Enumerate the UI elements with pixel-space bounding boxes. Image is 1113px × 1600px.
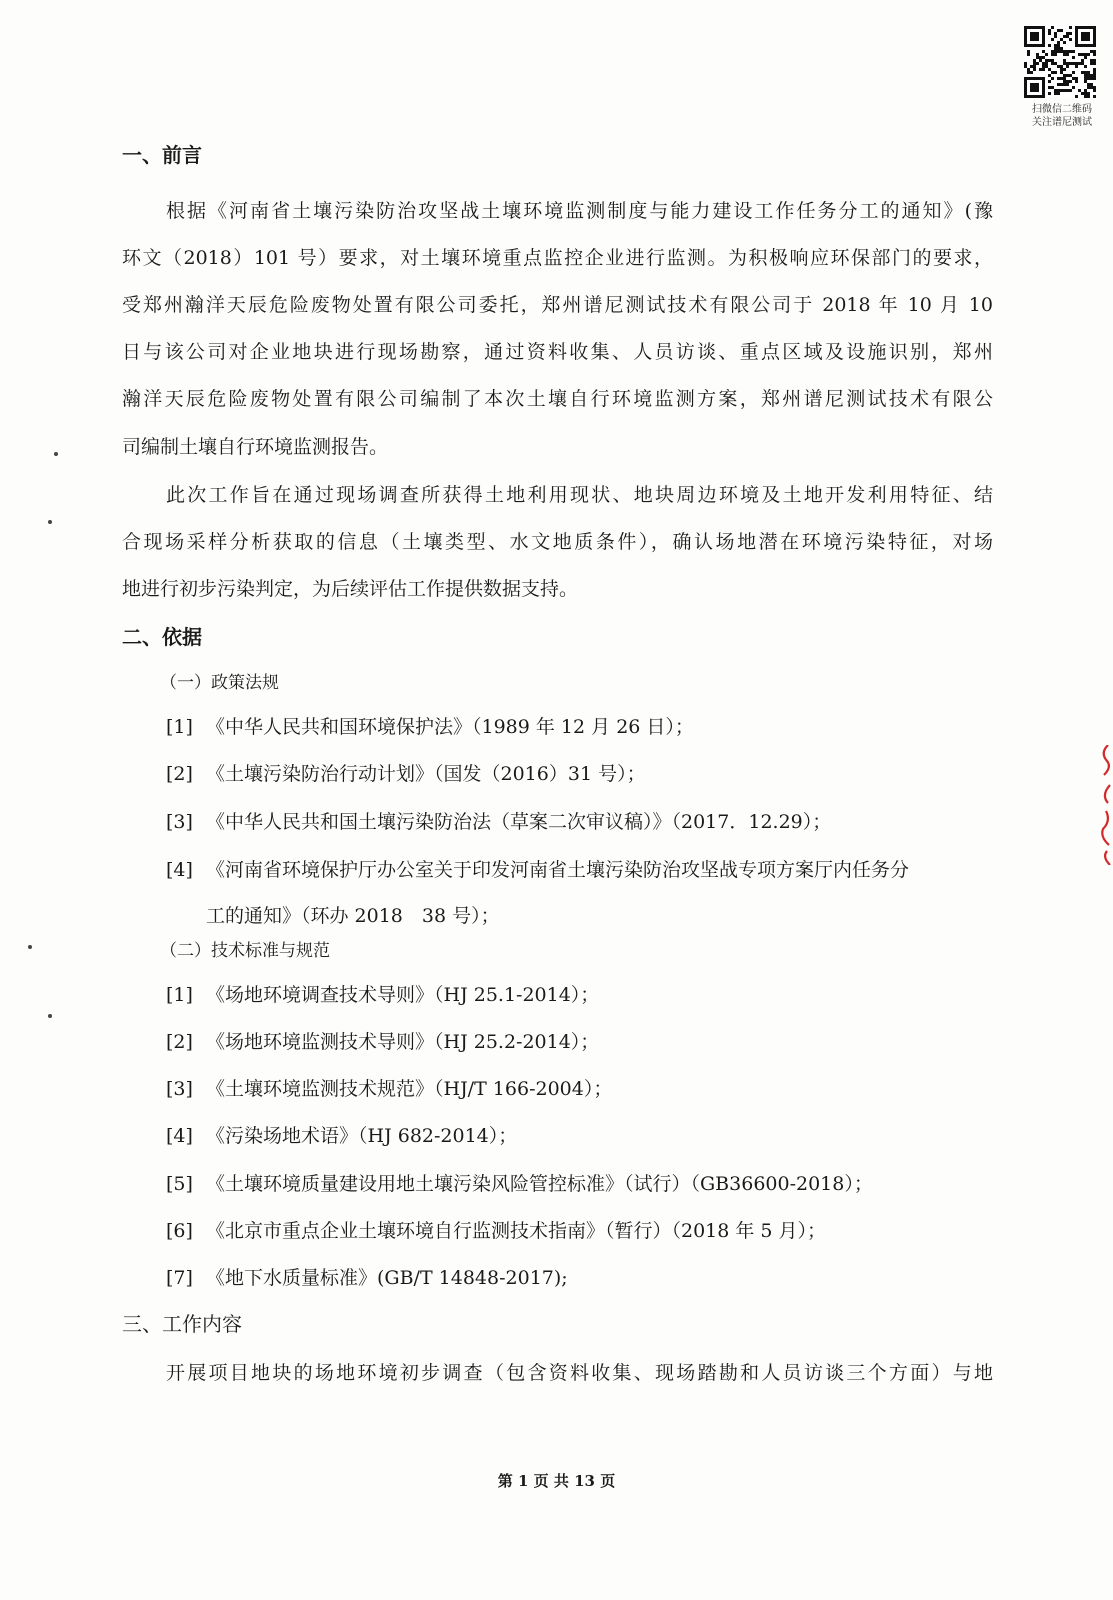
reference-item — [166, 1123, 517, 1149]
qr-caption-line2: 关注谱尼测试 — [1032, 117, 1092, 128]
reference-text: 《污染场地术语》（HJ 682-2014）； — [206, 1125, 518, 1147]
reference-text: 《地下水质量标准》(GB/T 14848-2017); — [206, 1267, 568, 1289]
reference-number: [6] — [166, 1220, 193, 1242]
reference-item — [166, 1171, 873, 1197]
paragraph-line: 受郑州瀚洋天辰危险废物处置有限公司委托，郑州谱尼测试技术有限公司于 2018 年 10 月 10 — [122, 294, 993, 316]
reference-number: [1] — [166, 716, 193, 738]
reference-item — [166, 857, 909, 883]
paragraph-line: 司编制土壤自行环境监测报告。 — [122, 436, 389, 458]
paragraph-line: 开展项目地块的场地环境初步调查（包含资料收集、现场踏勘和人员访谈三个方面）与地 — [166, 1362, 993, 1384]
qr-caption-line1: 扫微信二维码 — [1032, 104, 1092, 115]
reference-number: [2] — [166, 1031, 193, 1053]
reference-number: [4] — [166, 859, 193, 881]
reference-text: 《场地环境监测技术导则》（HJ 25.2-2014）； — [206, 1031, 600, 1053]
seal-stamp-edge — [1098, 745, 1112, 865]
scan-speck — [48, 520, 52, 524]
reference-text: 《土壤污染防治行动计划》（国发（2016）31 号）； — [206, 763, 646, 785]
paragraph-line: 地进行初步污染判定，为后续评估工作提供数据支持。 — [122, 578, 579, 600]
reference-text: 《河南省环境保护厅办公室关于印发河南省土壤污染防治攻坚战专项方案厅内任务分 — [206, 859, 910, 881]
reference-text: 《中华人民共和国土壤污染防治法（草案二次审议稿）》（2017．12.29）； — [206, 811, 832, 833]
scan-speck — [48, 1014, 52, 1018]
paragraph-line: 环文（2018）101 号）要求，对土壤环境重点监控企业进行监测。为积极响应环保部门的要求， — [122, 247, 993, 269]
reference-continuation: 工的通知》（环办 2018 38 号）； — [206, 905, 500, 927]
reference-text: 《北京市重点企业土壤环境自行监测技术指南》（暂行）（2018 年 5 月）； — [206, 1220, 827, 1242]
reference-text: 《中华人民共和国环境保护法》（1989 年 12 月 26 日）； — [206, 716, 694, 738]
reference-text: 《场地环境调查技术导则》（HJ 25.1-2014）； — [206, 984, 600, 1006]
reference-text: 《土壤环境监测技术规范》（HJ/T 166-2004）； — [206, 1078, 613, 1100]
paragraph-line: 此次工作旨在通过现场调查所获得土地利用现状、地块周边环境及土地开发利用特征、结 — [166, 484, 993, 506]
section-heading-intro: 一、前言 — [122, 143, 202, 167]
paragraph-line: 瀚洋天辰危险废物处置有限公司编制了本次土壤自行环境监测方案，郑州谱尼测试技术有限公 — [122, 388, 993, 410]
reference-number: [1] — [166, 984, 193, 1006]
paragraph-line: 日与该公司对企业地块进行现场勘察，通过资料收集、人员访谈、重点区域及设施识别，郑州 — [122, 341, 993, 363]
reference-item — [166, 982, 599, 1008]
reference-number: [7] — [166, 1267, 193, 1289]
subsection-heading-policy: （一）政策法规 — [160, 673, 279, 693]
section-heading-basis: 二、依据 — [122, 625, 202, 649]
subsection-heading-tech: （二）技术标准与规范 — [160, 941, 330, 961]
reference-text: 《土壤环境质量建设用地土壤污染风险管控标准》（试行）（GB36600-2018）； — [206, 1173, 873, 1195]
reference-item — [166, 1076, 612, 1102]
reference-number: [3] — [166, 1078, 193, 1100]
section-heading-work: 三、工作内容 — [122, 1312, 242, 1336]
qr-code — [1024, 26, 1096, 98]
reference-item — [166, 1029, 599, 1055]
reference-number: [2] — [166, 763, 193, 785]
reference-number: [4] — [166, 1125, 193, 1147]
scan-speck — [28, 945, 32, 949]
reference-item — [166, 761, 646, 787]
page-number: 第 1 页 共 13 页 — [497, 1472, 616, 1490]
reference-item — [166, 809, 831, 835]
reference-number: [3] — [166, 811, 193, 833]
reference-item — [166, 714, 694, 740]
reference-number: [5] — [166, 1173, 193, 1195]
paragraph-line: 合现场采样分析获取的信息（土壤类型、水文地质条件），确认场地潜在环境污染特征，对场 — [122, 531, 993, 553]
scan-speck — [54, 452, 58, 456]
reference-item — [166, 1218, 826, 1244]
reference-item — [166, 1265, 568, 1291]
paragraph-line: 根据《河南省土壤污染防治攻坚战土壤环境监测制度与能力建设工作任务分工的通知》(豫 — [166, 200, 993, 222]
